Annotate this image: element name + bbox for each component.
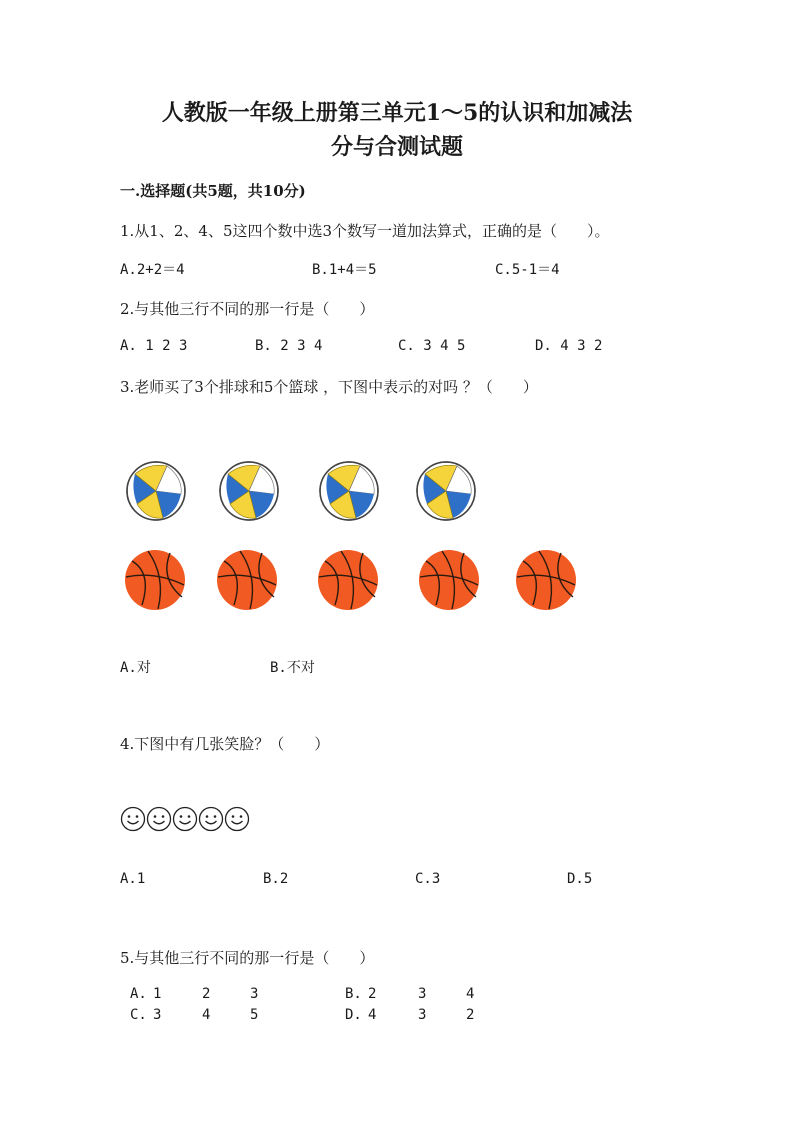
- smiley-face-icon: [172, 806, 198, 832]
- q5-option-number: 4: [202, 1007, 211, 1023]
- q1-option-b[interactable]: B.1+4＝5: [312, 262, 377, 278]
- basketball-icon: [317, 549, 379, 611]
- q5-option-number: 3: [418, 986, 427, 1002]
- q4-option-a[interactable]: A.1: [120, 871, 146, 887]
- q5-option-number: 4: [466, 986, 475, 1002]
- basketball-icon: [515, 549, 577, 611]
- q5-option-letter: B.: [345, 986, 362, 1002]
- page-title-line1: 人教版一年级上册第三单元1～5的认识和加减法: [161, 100, 633, 126]
- q5-option-number: 5: [250, 1007, 259, 1023]
- q5-option-number: 3: [418, 1007, 427, 1023]
- q5-option-number: 3: [153, 1007, 162, 1023]
- q5-option-number: 2: [466, 1007, 475, 1023]
- question-2-text: 2.与其他三行不同的那一行是（ ）: [120, 300, 375, 318]
- q2-option-c[interactable]: C. 3 4 5: [398, 338, 466, 354]
- page-title-line2: 分与合测试题: [330, 134, 463, 160]
- volleyball-icon: [318, 460, 380, 522]
- q2-option-b[interactable]: B. 2 3 4: [255, 338, 323, 354]
- q1-option-a[interactable]: A.2+2＝4: [120, 262, 185, 278]
- smiley-face-icon: [120, 806, 146, 832]
- q1-option-c[interactable]: C.5-1＝4: [495, 262, 560, 278]
- q5-option-letter: D.: [345, 1007, 362, 1023]
- smiley-face-icon: [146, 806, 172, 832]
- q5-option-letter: A.: [130, 986, 147, 1002]
- q5-option-letter: C.: [130, 1007, 147, 1023]
- q4-option-b[interactable]: B.2: [263, 871, 289, 887]
- q4-option-c[interactable]: C.3: [415, 871, 441, 887]
- volleyball-icon: [218, 460, 280, 522]
- q3-option-a[interactable]: A.对: [120, 660, 151, 676]
- volleyball-icon: [415, 460, 477, 522]
- q3-option-b[interactable]: B.不对: [270, 660, 315, 676]
- q2-option-d[interactable]: D. 4 3 2: [535, 338, 603, 354]
- basketball-icon: [124, 549, 186, 611]
- question-3-text: 3.老师买了3个排球和5个篮球 ，下图中表示的对吗 ？（ ）: [120, 378, 538, 396]
- q4-option-d[interactable]: D.5: [567, 871, 593, 887]
- basketball-icon: [418, 549, 480, 611]
- q5-option-number: 4: [368, 1007, 377, 1023]
- q5-option-number: 3: [250, 986, 259, 1002]
- smiley-row: [120, 806, 250, 832]
- volleyball-icon: [125, 460, 187, 522]
- q2-option-a[interactable]: A. 1 2 3: [120, 338, 188, 354]
- smiley-face-icon: [198, 806, 224, 832]
- question-5-text: 5.与其他三行不同的那一行是（ ）: [120, 949, 375, 967]
- q5-option-number: 2: [202, 986, 211, 1002]
- basketball-icon: [216, 549, 278, 611]
- q5-option-number: 2: [368, 986, 377, 1002]
- q5-option-number: 1: [153, 986, 162, 1002]
- question-1-text: 1.从1、2、4、5这四个数中选3个数写一道加法算式，正确的是（ ）。: [120, 222, 610, 240]
- smiley-face-icon: [224, 806, 250, 832]
- question-4-text: 4.下图中有几张笑脸？（ ）: [120, 735, 330, 753]
- section-heading: 一.选择题(共5题，共10分): [120, 182, 306, 200]
